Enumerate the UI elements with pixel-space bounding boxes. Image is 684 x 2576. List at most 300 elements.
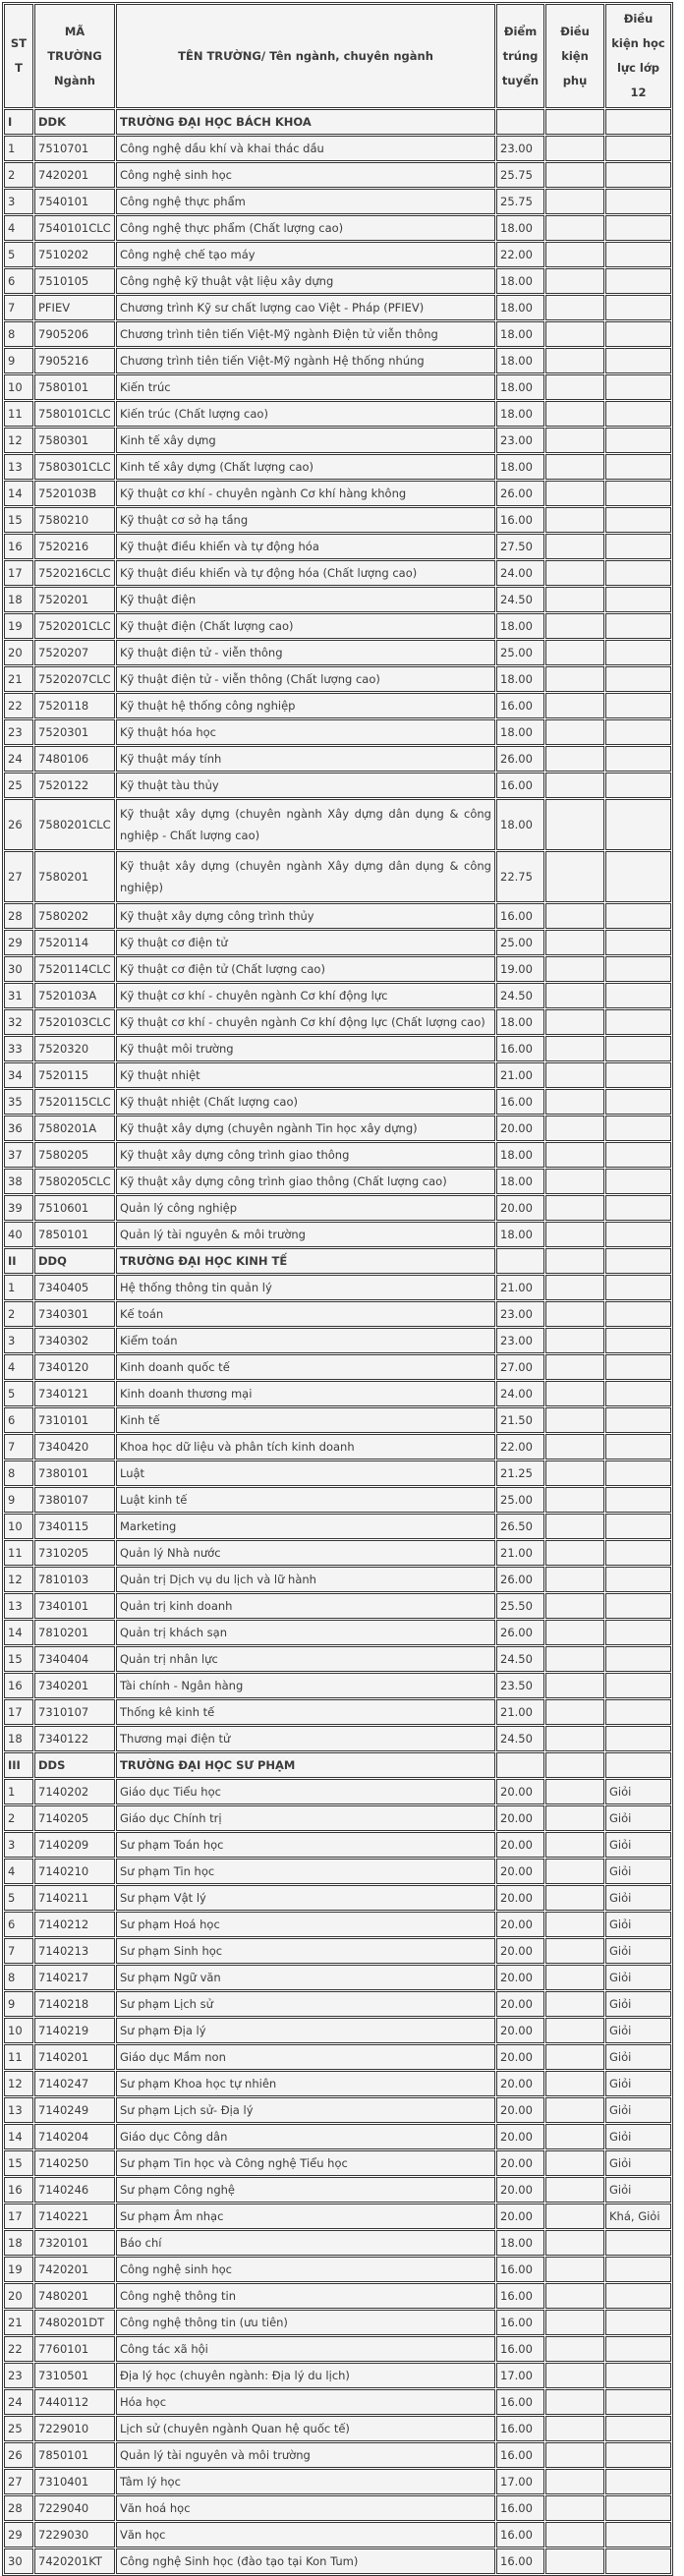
- row-stt: 17: [4, 560, 33, 586]
- grade12-condition: [605, 454, 671, 480]
- extra-condition: [545, 1434, 604, 1460]
- row-stt: 30: [4, 956, 33, 982]
- grade12-condition: [605, 640, 671, 665]
- major-name: Kỹ thuật nhiệt (Chất lượng cao): [116, 1089, 495, 1115]
- major-code: 7140219: [34, 2018, 115, 2043]
- extra-condition: [545, 1859, 604, 1884]
- extra-condition: [545, 2416, 604, 2441]
- major-code: 7540101: [34, 189, 115, 214]
- grade12-condition: Giỏi: [605, 1832, 671, 1858]
- major-name: Quản trị nhân lực: [116, 1646, 495, 1672]
- admission-score: 20.00: [496, 2204, 544, 2229]
- major-code: 7520201CLC: [34, 613, 115, 639]
- extra-condition: [545, 2389, 604, 2415]
- major-name: Kỹ thuật xây dựng (chuyên ngành Xây dựng dân dụng & công nghiệp - Chất lượng cao): [116, 799, 495, 850]
- grade12-condition: Giỏi: [605, 1859, 671, 1884]
- extra-condition: [545, 2177, 604, 2203]
- row-stt: 10: [4, 2018, 33, 2043]
- table-row: [4, 983, 671, 1008]
- admission-score: 24.50: [496, 1726, 544, 1751]
- table-row: [4, 640, 671, 665]
- major-name: Kỹ thuật điện tử - viễn thông (Chất lượng cao): [116, 666, 495, 692]
- header-row: [4, 4, 671, 108]
- table-row: [4, 851, 671, 902]
- major-code: 7480201DT: [34, 2310, 115, 2335]
- extra-condition: [545, 2363, 604, 2388]
- extra-condition: [545, 454, 604, 480]
- admission-score: 20.00: [496, 1859, 544, 1884]
- grade12-condition: [605, 930, 671, 955]
- major-code: 7520301: [34, 719, 115, 745]
- admission-score: 20.00: [496, 1805, 544, 1831]
- major-code: 7520103CLC: [34, 1009, 115, 1035]
- table-row: [4, 2124, 671, 2149]
- row-stt: 2: [4, 1805, 33, 1831]
- table-row: [4, 930, 671, 955]
- section-name: TRƯỜNG ĐẠI HỌC KINH TẾ: [116, 1248, 495, 1274]
- extra-condition: [545, 1460, 604, 1486]
- major-name: Giáo dục Tiểu học: [116, 1779, 495, 1804]
- major-name: Luật: [116, 1460, 495, 1486]
- grade12-condition: [605, 746, 671, 772]
- extra-condition: [545, 1673, 604, 1698]
- grade12-condition: Giỏi: [605, 2124, 671, 2149]
- section-score: [496, 109, 544, 135]
- extra-condition: [545, 2469, 604, 2494]
- admission-score: 25.50: [496, 1593, 544, 1619]
- extra-condition: [545, 1805, 604, 1831]
- col-header-grade12-condition: Điều kiện học lực lớp 12: [605, 4, 671, 108]
- major-name: Sư phạm Tin học: [116, 1859, 495, 1884]
- extra-condition: [545, 1593, 604, 1619]
- major-name: Sư phạm Lịch sử- Địa lý: [116, 2097, 495, 2123]
- major-name: Hệ thống thông tin quản lý: [116, 1275, 495, 1300]
- admission-score: 16.00: [496, 773, 544, 798]
- major-name: Kỹ thuật cơ sở hạ tầng: [116, 507, 495, 533]
- major-name: Luật kinh tế: [116, 1487, 495, 1513]
- section-grade12: [605, 109, 671, 135]
- major-name: Kiến trúc: [116, 374, 495, 400]
- table-row: [4, 242, 671, 267]
- grade12-condition: Giỏi: [605, 2071, 671, 2096]
- grade12-condition: [605, 321, 671, 347]
- extra-condition: [545, 136, 604, 161]
- row-stt: 5: [4, 1885, 33, 1911]
- grade12-condition: [605, 215, 671, 241]
- major-code: 7580202: [34, 903, 115, 929]
- extra-condition: [545, 1514, 604, 1539]
- major-code: 7140218: [34, 1991, 115, 2017]
- major-name: Công nghệ Sinh học (đào tạo tại Kon Tum): [116, 2548, 495, 2574]
- row-stt: 18: [4, 587, 33, 612]
- table-row: [4, 2522, 671, 2547]
- row-stt: 17: [4, 2204, 33, 2229]
- grade12-condition: [605, 1142, 671, 1168]
- table-row: [4, 2310, 671, 2335]
- admission-score: 26.00: [496, 1567, 544, 1592]
- extra-condition: [545, 2310, 604, 2335]
- row-stt: 15: [4, 507, 33, 533]
- extra-condition: [545, 348, 604, 373]
- table-row: [4, 2283, 671, 2309]
- grade12-condition: Giỏi: [605, 2097, 671, 2123]
- row-stt: 24: [4, 746, 33, 772]
- extra-condition: [545, 1699, 604, 1725]
- major-name: Quản trị kinh doanh: [116, 1593, 495, 1619]
- major-name: Kỹ thuật xây dựng công trình thủy: [116, 903, 495, 929]
- major-code: 7140205: [34, 1805, 115, 1831]
- major-name: Thương mại điện tử: [116, 1726, 495, 1751]
- grade12-condition: [605, 1195, 671, 1221]
- admission-score: 20.00: [496, 1885, 544, 1911]
- extra-condition: [545, 1275, 604, 1300]
- extra-condition: [545, 2257, 604, 2282]
- table-header: [4, 4, 671, 108]
- row-stt: 13: [4, 1593, 33, 1619]
- major-name: Công nghệ chế tạo máy: [116, 242, 495, 267]
- row-stt: 1: [4, 1275, 33, 1300]
- extra-condition: [545, 956, 604, 982]
- grade12-condition: [605, 2495, 671, 2521]
- row-stt: 13: [4, 2097, 33, 2123]
- section-extra: [545, 1752, 604, 1778]
- extra-condition: [545, 1487, 604, 1513]
- major-code: 7540101CLC: [34, 215, 115, 241]
- admission-score: 25.00: [496, 930, 544, 955]
- extra-condition: [545, 613, 604, 639]
- grade12-condition: [605, 374, 671, 400]
- grade12-condition: Giỏi: [605, 1805, 671, 1831]
- major-code: 7520207CLC: [34, 666, 115, 692]
- row-stt: 19: [4, 613, 33, 639]
- table-row: [4, 1062, 671, 1088]
- table-row: [4, 295, 671, 320]
- admission-score: 22.75: [496, 851, 544, 902]
- row-stt: 7: [4, 295, 33, 320]
- major-name: Kỹ thuật điện (Chất lượng cao): [116, 613, 495, 639]
- major-name: Marketing: [116, 1514, 495, 1539]
- admission-score: 26.00: [496, 1620, 544, 1645]
- table-row: [4, 613, 671, 639]
- table-row: [4, 587, 671, 612]
- admission-score: 16.00: [496, 2310, 544, 2335]
- table-row: [4, 2177, 671, 2203]
- extra-condition: [545, 268, 604, 294]
- grade12-condition: [605, 1116, 671, 1141]
- admission-score: 25.00: [496, 1487, 544, 1513]
- admission-score: 25.00: [496, 640, 544, 665]
- admission-score: 20.00: [496, 1779, 544, 1804]
- admission-score: 26.50: [496, 1514, 544, 1539]
- major-code: 7580101CLC: [34, 401, 115, 427]
- admission-score: 20.00: [496, 1912, 544, 1937]
- table-row: [4, 348, 671, 373]
- extra-condition: [545, 295, 604, 320]
- col-header-extra-condition: Điều kiện phụ: [545, 4, 604, 108]
- row-stt: 5: [4, 242, 33, 267]
- admission-score: 20.00: [496, 1991, 544, 2017]
- admission-score: 20.00: [496, 2097, 544, 2123]
- major-code: 7580205CLC: [34, 1169, 115, 1194]
- grade12-condition: [605, 136, 671, 161]
- grade12-condition: [605, 2310, 671, 2335]
- table-row: [4, 2469, 671, 2494]
- section-code: DDS: [34, 1752, 115, 1778]
- major-name: Giáo dục Công dân: [116, 2124, 495, 2149]
- table-row: [4, 560, 671, 586]
- major-code: 7229010: [34, 2416, 115, 2441]
- table-row: [4, 903, 671, 929]
- major-name: Chương trình tiên tiến Việt-Mỹ ngành Hệ thống nhúng: [116, 348, 495, 373]
- major-name: Quản lý tài nguyên & môi trường: [116, 1222, 495, 1247]
- table-row: [4, 268, 671, 294]
- major-code: 7580201A: [34, 1116, 115, 1141]
- major-name: Chương trình tiên tiến Việt-Mỹ ngành Điện tử viễn thông: [116, 321, 495, 347]
- major-name: Công nghệ thông tin (ưu tiên): [116, 2310, 495, 2335]
- row-stt: 11: [4, 2044, 33, 2070]
- table-row: [4, 1805, 671, 1831]
- extra-condition: [545, 1169, 604, 1194]
- table-row: [4, 454, 671, 480]
- row-stt: 14: [4, 1620, 33, 1645]
- grade12-condition: [605, 1089, 671, 1115]
- grade12-condition: [605, 1726, 671, 1751]
- grade12-condition: [605, 2283, 671, 2309]
- table-row: [4, 1593, 671, 1619]
- major-code: 7140246: [34, 2177, 115, 2203]
- major-code: 7520216CLC: [34, 560, 115, 586]
- extra-condition: [545, 587, 604, 612]
- major-code: 7905216: [34, 348, 115, 373]
- extra-condition: [545, 719, 604, 745]
- row-stt: 24: [4, 2389, 33, 2415]
- major-code: 7140250: [34, 2150, 115, 2176]
- major-name: Quản trị khách sạn: [116, 1620, 495, 1645]
- major-code: 7850101: [34, 2442, 115, 2468]
- major-name: Kỹ thuật cơ khí - chuyên ngành Cơ khí động lực (Chất lượng cao): [116, 1009, 495, 1035]
- row-stt: 2: [4, 162, 33, 188]
- table-row: [4, 2097, 671, 2123]
- row-stt: 7: [4, 1938, 33, 1964]
- admission-score: 20.00: [496, 1195, 544, 1221]
- admission-score: 16.00: [496, 2283, 544, 2309]
- major-name: Tài chính - Ngân hàng: [116, 1673, 495, 1698]
- table-row: [4, 1275, 671, 1300]
- grade12-condition: [605, 693, 671, 718]
- major-name: Kỹ thuật cơ khí - chuyên ngành Cơ khí hàng không: [116, 481, 495, 506]
- admission-score: 24.50: [496, 587, 544, 612]
- extra-condition: [545, 799, 604, 850]
- row-stt: 21: [4, 2310, 33, 2335]
- section-stt: II: [4, 1248, 33, 1274]
- major-code: 7580201CLC: [34, 799, 115, 850]
- admission-score: 20.00: [496, 2018, 544, 2043]
- major-code: 7340404: [34, 1646, 115, 1672]
- extra-condition: [545, 162, 604, 188]
- major-name: Công nghệ thực phẩm: [116, 189, 495, 214]
- row-stt: 27: [4, 2469, 33, 2494]
- row-stt: 12: [4, 2071, 33, 2096]
- admission-score: 18.00: [496, 2230, 544, 2256]
- table-row: [4, 1116, 671, 1141]
- admission-score: 18.00: [496, 215, 544, 241]
- major-code: 7520103A: [34, 983, 115, 1008]
- major-code: 7580210: [34, 507, 115, 533]
- grade12-condition: [605, 1222, 671, 1247]
- row-stt: 10: [4, 1514, 33, 1539]
- table-row: [4, 1991, 671, 2017]
- extra-condition: [545, 1779, 604, 1804]
- grade12-condition: [605, 2363, 671, 2388]
- grade12-condition: Giỏi: [605, 1938, 671, 1964]
- admission-score: 21.00: [496, 1062, 544, 1088]
- major-name: Công nghệ thực phẩm (Chất lượng cao): [116, 215, 495, 241]
- major-name: Giáo dục Mầm non: [116, 2044, 495, 2070]
- admission-score: 20.00: [496, 2177, 544, 2203]
- row-stt: 19: [4, 2257, 33, 2282]
- admission-score: 23.00: [496, 136, 544, 161]
- grade12-condition: [605, 1009, 671, 1035]
- extra-condition: [545, 1116, 604, 1141]
- major-name: Sư phạm Tin học và Công nghệ Tiểu học: [116, 2150, 495, 2176]
- grade12-condition: [605, 1062, 671, 1088]
- admission-score: 18.00: [496, 1142, 544, 1168]
- table-row: [4, 2548, 671, 2574]
- extra-condition: [545, 2097, 604, 2123]
- major-name: Sư phạm Hoá học: [116, 1912, 495, 1937]
- extra-condition: [545, 2495, 604, 2521]
- table-row: [4, 666, 671, 692]
- grade12-condition: [605, 1487, 671, 1513]
- major-code: 7420201KT: [34, 2548, 115, 2574]
- extra-condition: [545, 2442, 604, 2468]
- extra-condition: [545, 930, 604, 955]
- row-stt: 13: [4, 454, 33, 480]
- extra-condition: [545, 1991, 604, 2017]
- admission-score: 16.00: [496, 903, 544, 929]
- major-code: 7140217: [34, 1965, 115, 1990]
- major-code: 7229030: [34, 2522, 115, 2547]
- grade12-condition: Giỏi: [605, 2177, 671, 2203]
- row-stt: 12: [4, 1567, 33, 1592]
- extra-condition: [545, 851, 604, 902]
- major-code: 7310205: [34, 1540, 115, 1566]
- col-header-school-major-name: TÊN TRƯỜNG/ Tên ngành, chuyên ngành: [116, 4, 495, 108]
- section-header-row: [4, 1752, 671, 1778]
- row-stt: 23: [4, 2363, 33, 2388]
- major-name: Kỹ thuật điều khiển và tự động hóa (Chất lượng cao): [116, 560, 495, 586]
- grade12-condition: [605, 1407, 671, 1433]
- major-code: 7760101: [34, 2336, 115, 2362]
- admission-score: 19.00: [496, 956, 544, 982]
- row-stt: 40: [4, 1222, 33, 1247]
- admission-score: 16.00: [496, 2336, 544, 2362]
- admission-score: 18.00: [496, 454, 544, 480]
- table-row: [4, 1487, 671, 1513]
- extra-condition: [545, 640, 604, 665]
- admission-score: 17.00: [496, 2363, 544, 2388]
- grade12-condition: [605, 162, 671, 188]
- table-row: [4, 1859, 671, 1884]
- admission-score: 16.00: [496, 1089, 544, 1115]
- major-code: 7520201: [34, 587, 115, 612]
- admission-score: 18.00: [496, 666, 544, 692]
- major-code: 7580205: [34, 1142, 115, 1168]
- section-extra: [545, 1248, 604, 1274]
- major-code: 7580301CLC: [34, 454, 115, 480]
- grade12-condition: [605, 2230, 671, 2256]
- grade12-condition: [605, 534, 671, 559]
- row-stt: 8: [4, 1460, 33, 1486]
- grade12-condition: [605, 189, 671, 214]
- section-code: DDQ: [34, 1248, 115, 1274]
- grade12-condition: [605, 613, 671, 639]
- grade12-condition: [605, 507, 671, 533]
- major-name: Văn hoá học: [116, 2495, 495, 2521]
- admission-score: 21.25: [496, 1460, 544, 1486]
- table-row: [4, 799, 671, 850]
- admission-score: 20.00: [496, 2124, 544, 2149]
- extra-condition: [545, 1407, 604, 1433]
- major-code: 7520207: [34, 640, 115, 665]
- major-code: 7340420: [34, 1434, 115, 1460]
- major-code: 7580201: [34, 851, 115, 902]
- extra-condition: [545, 2283, 604, 2309]
- table-row: [4, 2071, 671, 2096]
- major-name: Kinh doanh quốc tế: [116, 1354, 495, 1380]
- row-stt: 18: [4, 2230, 33, 2256]
- admission-score: 24.00: [496, 560, 544, 586]
- extra-condition: [545, 534, 604, 559]
- major-code: 7140210: [34, 1859, 115, 1884]
- admission-score: 23.00: [496, 1301, 544, 1327]
- table-row: [4, 746, 671, 772]
- major-name: Sư phạm Ngữ văn: [116, 1965, 495, 1990]
- major-name: Kỹ thuật xây dựng công trình giao thông: [116, 1142, 495, 1168]
- grade12-condition: Giỏi: [605, 1912, 671, 1937]
- admission-score: 18.00: [496, 613, 544, 639]
- grade12-condition: [605, 1354, 671, 1380]
- extra-condition: [545, 1832, 604, 1858]
- major-name: Lịch sử (chuyên ngành Quan hệ quốc tế): [116, 2416, 495, 2441]
- major-code: 7340122: [34, 1726, 115, 1751]
- section-score: [496, 1248, 544, 1274]
- table-row: [4, 1726, 671, 1751]
- row-stt: 8: [4, 321, 33, 347]
- admission-score: 26.00: [496, 481, 544, 506]
- extra-condition: [545, 746, 604, 772]
- row-stt: 8: [4, 1965, 33, 1990]
- major-name: Kỹ thuật xây dựng công trình giao thông (Chất lượng cao): [116, 1169, 495, 1194]
- major-code: 7340120: [34, 1354, 115, 1380]
- admission-score: 21.50: [496, 1407, 544, 1433]
- table-row: [4, 189, 671, 214]
- section-grade12: [605, 1248, 671, 1274]
- row-stt: 16: [4, 534, 33, 559]
- row-stt: 20: [4, 640, 33, 665]
- grade12-condition: [605, 1460, 671, 1486]
- major-name: Công nghệ kỹ thuật vật liệu xây dựng: [116, 268, 495, 294]
- admission-score: 27.50: [496, 534, 544, 559]
- major-code: 7340115: [34, 1514, 115, 1539]
- major-code: 7140212: [34, 1912, 115, 1937]
- extra-condition: [545, 242, 604, 267]
- major-code: 7905206: [34, 321, 115, 347]
- table-row: [4, 1381, 671, 1406]
- grade12-condition: [605, 2389, 671, 2415]
- admission-score: 27.00: [496, 1354, 544, 1380]
- row-stt: 23: [4, 719, 33, 745]
